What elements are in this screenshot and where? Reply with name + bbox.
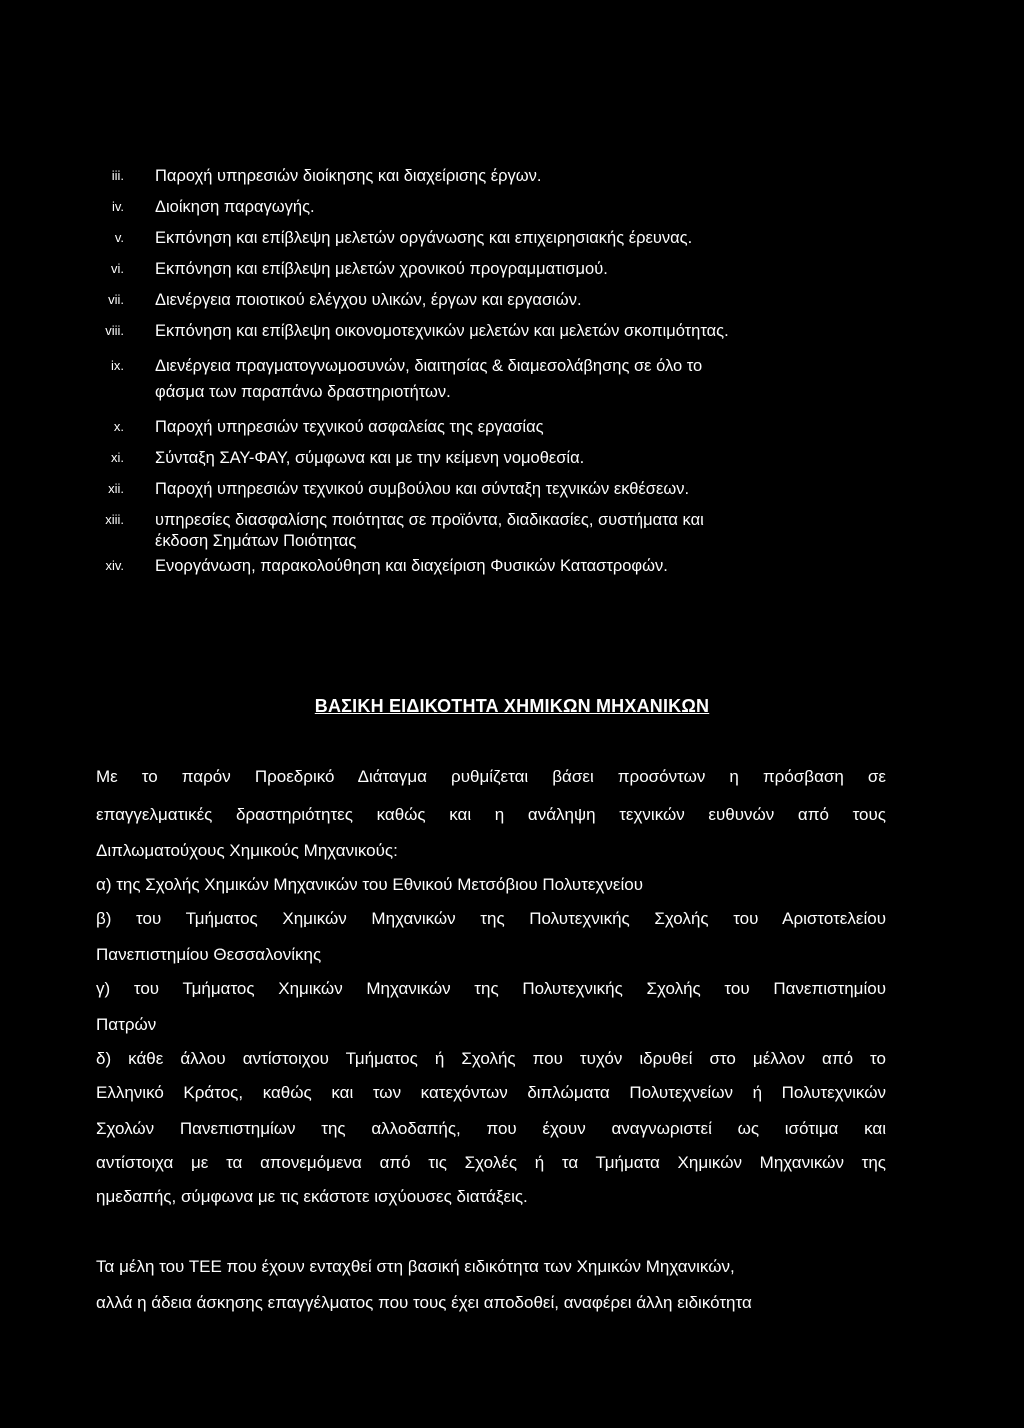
closing-line: αλλά η άδεια άσκησης επαγγέλματος που τους έχει αποδοθεί, αναφέρει άλλη ειδικότητα <box>96 1293 752 1312</box>
body-line: Διπλωματούχους Χημικούς Μηχανικούς: <box>96 841 398 860</box>
list-item-text: υπηρεσίες διασφαλίσης ποιότητας σε προϊόντα, διαδικασίες, συστήματα και <box>155 511 704 529</box>
list-item-number: vii. <box>108 292 124 307</box>
body-line: αντίστοιχα με τα απονεμόμενα από τις Σχολές ή τα Τμήματα Χημικών Μηχανικών της <box>96 1153 886 1172</box>
list-item-text-continued: φάσμα των παραπάνω δραστηριοτήτων. <box>155 383 451 401</box>
list-item-number: iv. <box>111 199 124 214</box>
list-item-text: Ενοργάνωση, παρακολούθηση και διαχείριση Φυσικών Καταστροφών. <box>155 557 668 575</box>
body-line: α) της Σχολής Χημικών Μηχανικών του Εθνικού Μετσόβιου Πολυτεχνείου <box>96 875 644 894</box>
body-line: Ελληνικό Κράτος, καθώς και των κατεχόντων διπλώματα Πολυτεχνείων ή Πολυτεχνικών <box>96 1083 886 1102</box>
body-line: Πατρών <box>96 1015 157 1034</box>
list-item-text: Εκπόνηση και επίβλεψη οικονομοτεχνικών μελετών και μελετών σκοπιμότητας. <box>155 322 729 340</box>
list-item-number: vi. <box>111 261 124 276</box>
list-item-number: ix. <box>111 358 124 373</box>
list-item-number: xiv. <box>105 558 124 573</box>
list-item-number: iii. <box>111 168 124 183</box>
body-line: δ) κάθε άλλου αντίστοιχου Τμήματος ή Σχολής που τυχόν ιδρυθεί στο μέλλον από το <box>96 1049 886 1068</box>
list-item-text: Διενέργεια ποιοτικού ελέγχου υλικών, έργων και εργασιών. <box>155 291 582 309</box>
body-line: Πανεπιστημίου Θεσσαλονίκης <box>96 945 322 964</box>
body-line: γ) του Τμήματος Χημικών Μηχανικών της Πολυτεχνικής Σχολής του Πανεπιστημίου <box>96 979 886 998</box>
list-item-number: x. <box>113 419 124 434</box>
body-line: Σχολών Πανεπιστημίων της αλλοδαπής, που έχουν αναγνωριστεί ως ισότιμα και <box>96 1119 886 1138</box>
list-item-number: xi. <box>111 450 124 465</box>
list-item-text: Διοίκηση παραγωγής. <box>155 198 315 216</box>
list-item-text: Σύνταξη ΣΑΥ-ΦΑΥ, σύμφωνα και με την κείμενη νομοθεσία. <box>155 449 585 467</box>
list-item-text: Παροχή υπηρεσιών διοίκησης και διαχείρισης έργων. <box>155 167 542 185</box>
list-item-number: xii. <box>108 481 124 496</box>
list-item-text: Διενέργεια πραγματογνωμοσυνών, διαιτησίας & διαμεσολάβησης σε όλο το <box>155 357 703 375</box>
body-line: ημεδαπής, σύμφωνα με τις εκάστοτε ισχύουσες διατάξεις. <box>96 1187 528 1206</box>
list-item-text-continued: έκδοση Σημάτων Ποιότητας <box>155 532 357 550</box>
list-item-text: Εκπόνηση και επίβλεψη μελετών οργάνωσης και επιχειρησιακής έρευνας. <box>155 229 693 247</box>
closing-line: Τα μέλη του ΤΕΕ που έχουν ενταχθεί στη βασική ειδικότητα των Χημικών Μηχανικών, <box>96 1257 735 1276</box>
list-item-text: Παροχή υπηρεσιών τεχνικού ασφαλείας της εργασίας <box>155 418 544 436</box>
body-line: επαγγελματικές δραστηριότητες καθώς και η ανάληψη τεχνικών ευθυνών από τους <box>96 805 886 824</box>
list-item-number: v. <box>114 230 124 245</box>
body-line: β) του Τμήματος Χημικών Μηχανικών της Πολυτεχνικής Σχολής του Αριστοτελείου <box>96 909 886 928</box>
list-item-text: Εκπόνηση και επίβλεψη μελετών χρονικού προγραμματισμού. <box>155 260 608 278</box>
list-item-text: Παροχή υπηρεσιών τεχνικού συμβούλου και σύνταξη τεχνικών εκθέσεων. <box>155 480 690 498</box>
list-item-number: xiii. <box>105 512 124 527</box>
list-item-number: viii. <box>105 323 124 338</box>
body-line: Με το παρόν Προεδρικό Διάταγμα ρυθμίζεται βάσει προσόντων η πρόσβαση σε <box>96 767 886 786</box>
section-heading: ΒΑΣΙΚΗ ΕΙΔΙΚΟΤΗΤΑ ΧΗΜΙΚΩΝ ΜΗΧΑΝΙΚΩΝ <box>314 696 710 716</box>
